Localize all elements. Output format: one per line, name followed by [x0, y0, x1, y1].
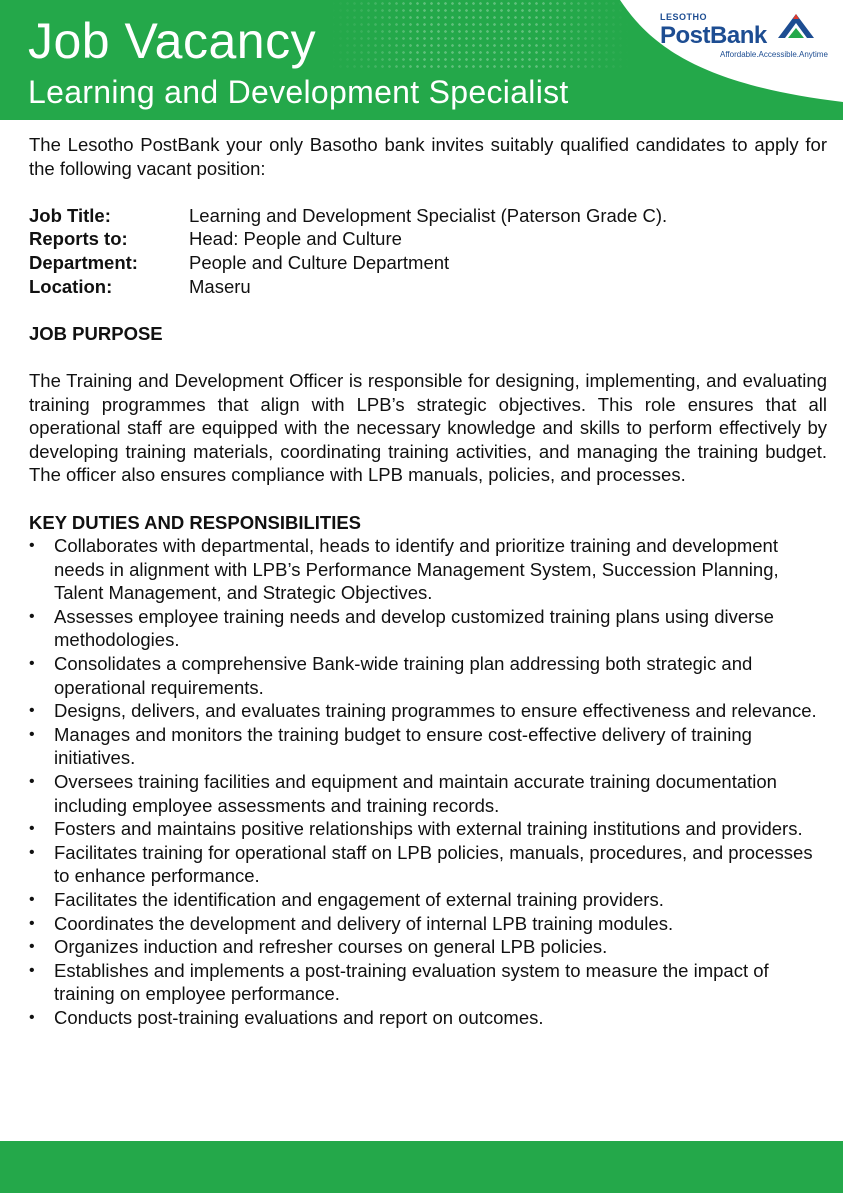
list-item — [29, 817, 827, 841]
page-subtitle: Learning and Development Specialist — [28, 74, 569, 110]
detail-value: Head: People and Culture — [189, 228, 402, 250]
detail-label: Job Title: — [29, 204, 111, 226]
duty-text: Fosters and maintains positive relationships with external training institutions and providers. — [54, 818, 803, 840]
bullet-icon: • — [29, 655, 35, 673]
detail-label: Location: — [29, 275, 113, 297]
list-item — [29, 959, 827, 1006]
logo-small-text: LESOTHO — [660, 12, 708, 22]
bullet-icon: • — [29, 607, 35, 625]
detail-row-reports-to — [29, 227, 827, 251]
duty-text: Designs, delivers, and evaluates training programmes to ensure effectiveness and relevance. — [54, 700, 817, 722]
postbank-roof-icon — [776, 8, 816, 42]
bullet-icon: • — [29, 537, 35, 555]
duty-text: Conducts post-training evaluations and report on outcomes. — [54, 1006, 544, 1028]
list-item — [29, 770, 827, 817]
detail-value: Maseru — [189, 275, 251, 297]
bullet-icon: • — [29, 938, 35, 956]
bullet-icon: • — [29, 843, 35, 861]
duty-text: Consolidates a comprehensive Bank-wide training plan addressing both strategic and operational requirements. — [54, 653, 753, 698]
duty-text: Organizes induction and refresher courses on general LPB policies. — [54, 936, 608, 958]
duty-text: Oversees training facilities and equipment and maintain accurate training documentation including employee assessments and training records. — [54, 771, 777, 816]
list-item — [29, 1006, 827, 1030]
postbank-logo — [658, 8, 828, 63]
detail-label: Reports to: — [29, 228, 128, 250]
key-duties-heading: KEY DUTIES AND RESPONSIBILITIES — [29, 511, 362, 533]
duties-list — [29, 534, 827, 1029]
bullet-icon: • — [29, 820, 35, 838]
duty-text: Facilitates the identification and engagement of external training providers. — [54, 889, 664, 910]
duty-text: Collaborates with departmental, heads to identify and prioritize training and development needs in alignment with LPB’s Performance Management System, Succession Planning, Talent Management, and Strategic Objectives. — [54, 535, 779, 604]
list-item — [29, 699, 827, 723]
bullet-icon: • — [29, 725, 35, 743]
list-item — [29, 652, 827, 699]
list-item — [29, 605, 827, 652]
detail-value: People and Culture Department — [189, 251, 450, 273]
bullet-icon: • — [29, 702, 35, 720]
intro-paragraph: The Lesotho PostBank your only Basotho bank invites suitably qualified candidates to apply for the following vacant position: — [29, 134, 827, 179]
page-title: Job Vacancy — [28, 13, 317, 69]
footer-band — [0, 1141, 843, 1193]
job-details — [29, 204, 827, 298]
duty-text: Coordinates the development and delivery of internal LPB training modules. — [54, 912, 674, 934]
duty-text: Establishes and implements a post-training evaluation system to measure the impact of training on employee performance. — [54, 959, 769, 1005]
job-purpose-heading: JOB PURPOSE — [29, 322, 163, 344]
duty-text: Manages and monitors the training budget to ensure cost-effective delivery of training initiatives. — [54, 723, 752, 769]
detail-row-job-title — [29, 204, 827, 228]
duty-text: Facilitates training for operational staff on LPB policies, manuals, procedures, and processes to enhance performance. — [54, 841, 813, 887]
list-item — [29, 888, 827, 912]
job-purpose-text: The Training and Development Officer is responsible for designing, implementing, and evaluating training programmes that align with LPB’s strategic objectives. This role ensures that all operational staff are equipped with the necessary knowledge and skills to perform effectively by developing training materials, coordinating training activities, and managing the training budget. The officer also ensures compliance with LPB manuals, policies, and processes. — [29, 369, 827, 486]
list-item — [29, 723, 827, 770]
bullet-icon: • — [29, 773, 35, 791]
list-item — [29, 534, 827, 605]
logo-tagline: Affordable.Accessible.Anytime — [720, 50, 828, 59]
spacer — [29, 487, 827, 511]
document-body — [29, 133, 827, 1030]
spacer — [29, 345, 827, 369]
duty-text: Assesses employee training needs and develop customized training plans using diverse methodologies. — [54, 605, 774, 651]
header-banner — [0, 0, 843, 120]
logo-name: PostBank — [660, 22, 767, 49]
bullet-icon: • — [29, 891, 35, 908]
bullet-icon: • — [29, 914, 35, 932]
detail-label: Department: — [29, 251, 138, 273]
bullet-icon: • — [29, 961, 35, 979]
list-item — [29, 841, 827, 888]
detail-value: Learning and Development Specialist (Paterson Grade C). — [189, 204, 668, 226]
bullet-icon: • — [29, 1008, 35, 1026]
list-item — [29, 935, 827, 959]
detail-row-department — [29, 251, 827, 275]
list-item — [29, 912, 827, 936]
detail-row-location — [29, 275, 827, 299]
